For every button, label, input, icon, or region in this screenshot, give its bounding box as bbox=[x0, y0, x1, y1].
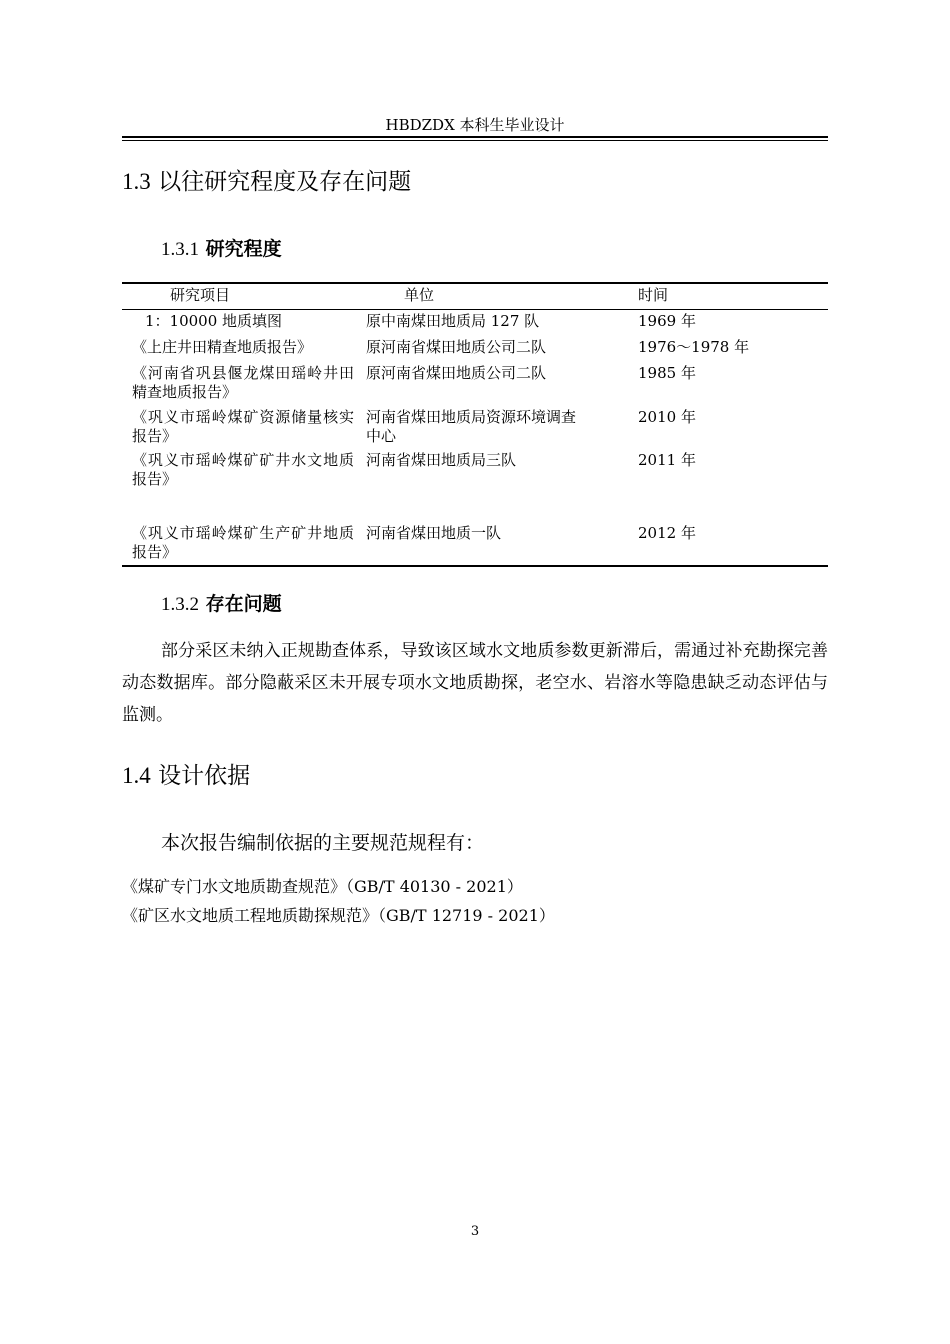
reference-item: 《矿区水文地质工程地质勘探规范》（GB/T 12719 - 2021） bbox=[122, 906, 555, 925]
table-cell-unit: 河南省煤田地质一队 bbox=[366, 524, 502, 542]
table-cell-project: 1：10000 地质填图 bbox=[145, 312, 283, 330]
table-cell-project: 《巩义市瑶岭煤矿矿井水文地质报告》 bbox=[132, 451, 354, 488]
heading-number: 1.3.1 bbox=[161, 239, 199, 260]
table-cell-time: 2010 年 bbox=[638, 408, 696, 426]
table-cell-project: 《巩义市瑶岭煤矿资源储量核实报告》 bbox=[132, 408, 354, 445]
table-cell-time: 1976～1978 年 bbox=[638, 338, 750, 356]
heading-1-3 bbox=[122, 168, 411, 196]
header-rule-thin bbox=[122, 140, 828, 141]
heading-number: 1.4 bbox=[122, 763, 151, 788]
table-cell-unit: 河南省煤田地质局资源环境调查中心 bbox=[366, 408, 577, 445]
table-cell-time: 2011 年 bbox=[638, 451, 696, 469]
reference-item: 《煤矿专门水文地质勘查规范》（GB/T 40130 - 2021） bbox=[122, 877, 523, 896]
table-cell-time: 1969 年 bbox=[638, 312, 696, 330]
table-rule-header bbox=[122, 309, 828, 310]
heading-text: 研究程度 bbox=[205, 238, 282, 260]
heading-1-3-2 bbox=[161, 592, 282, 617]
heading-1-4 bbox=[122, 762, 250, 790]
heading-number: 1.3.2 bbox=[161, 594, 199, 615]
table-cell-unit: 原河南省煤田地质公司二队 bbox=[366, 338, 547, 356]
table-rule-top bbox=[122, 282, 828, 284]
table-header-project: 研究项目 bbox=[170, 286, 231, 304]
heading-text: 存在问题 bbox=[205, 593, 282, 615]
table-cell-project: 《巩义市瑶岭煤矿生产矿井地质报告》 bbox=[132, 524, 354, 561]
table-cell-project: 《上庄井田精查地质报告》 bbox=[132, 338, 313, 356]
table-cell-unit: 河南省煤田地质局三队 bbox=[366, 451, 517, 469]
table-cell-time: 2012 年 bbox=[638, 524, 696, 542]
header-rule-thick bbox=[122, 136, 828, 138]
basis-intro: 本次报告编制依据的主要规范规程有： bbox=[161, 832, 485, 854]
table-rule-bottom bbox=[122, 565, 828, 567]
heading-text: 以往研究程度及存在问题 bbox=[158, 169, 412, 195]
table-header-unit: 单位 bbox=[404, 286, 435, 304]
table-cell-project: 《河南省巩县偃龙煤田瑶岭井田精查地质报告》 bbox=[132, 364, 354, 401]
heading-number: 1.3 bbox=[122, 169, 151, 194]
table-cell-unit: 原中南煤田地质局 127 队 bbox=[366, 312, 540, 330]
issues-paragraph: 部分采区未纳入正规勘查体系，导致该区域水文地质参数更新滞后，需通过补充勘探完善动态数据库。部分隐蔽采区未开展专项水文地质勘探，老空水、岩溶水等隐患缺乏动态评估与监测。 bbox=[122, 641, 828, 725]
heading-text: 设计依据 bbox=[158, 763, 251, 789]
table-cell-unit: 原河南省煤田地质公司二队 bbox=[366, 364, 547, 382]
table-cell-time: 1985 年 bbox=[638, 364, 696, 382]
page-number: 3 bbox=[470, 1224, 480, 1239]
table-header-time: 时间 bbox=[638, 286, 669, 304]
heading-1-3-1 bbox=[161, 237, 282, 262]
page-header: HBDZDX 本科生毕业设计 bbox=[385, 116, 565, 134]
